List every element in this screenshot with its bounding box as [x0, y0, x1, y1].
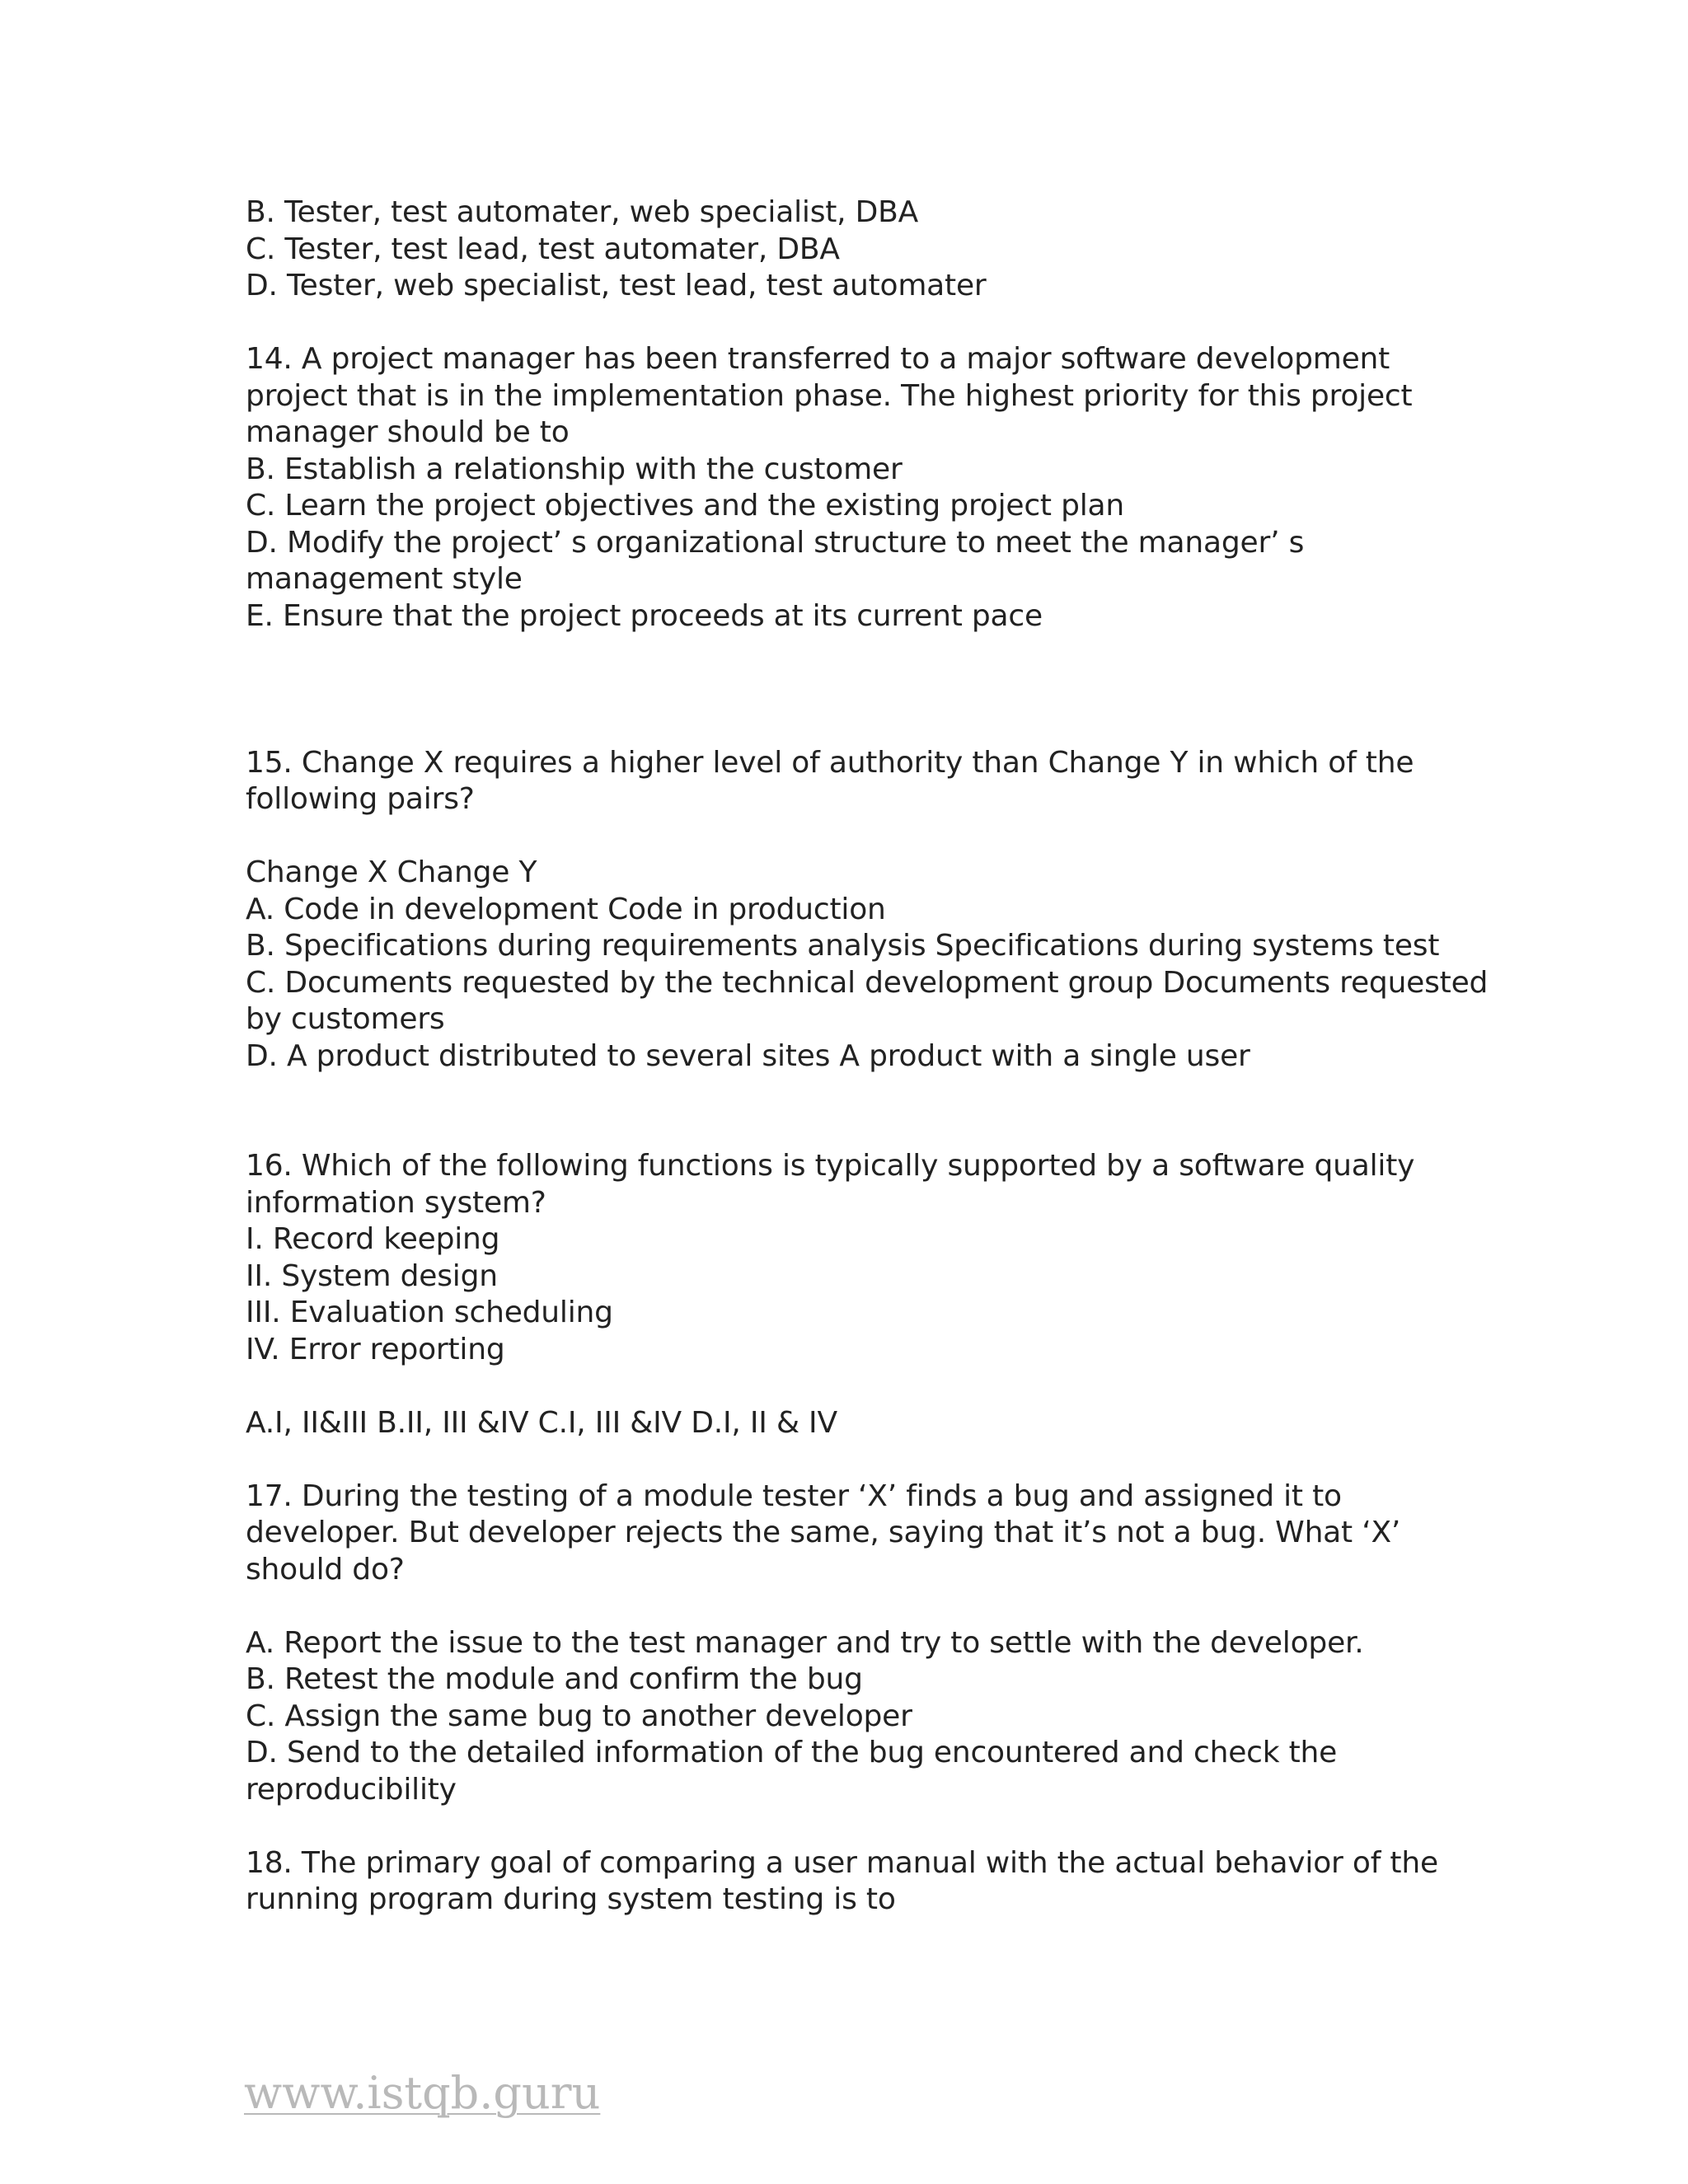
q15-stem-line: 15. Change X requires a higher level of authority than Change Y in which of the	[246, 745, 1414, 780]
q15-table-header: Change X Change Y	[246, 855, 537, 889]
question-17	[246, 1479, 1482, 1809]
q17-option-c: C. Assign the same bug to another developer	[246, 1699, 912, 1733]
spacer	[246, 818, 1482, 855]
q17-stem-line: developer. But developer rejects the same, saying that it’s not a bug. What ‘X’	[246, 1516, 1401, 1549]
q16-item-iii: III. Evaluation scheduling	[246, 1296, 613, 1329]
spacer	[246, 1441, 1482, 1479]
q13-option-d: D. Tester, web specialist, test lead, test automater	[246, 269, 987, 302]
q16-stem-line: 16. Which of the following functions is typically supported by a software quality	[246, 1149, 1415, 1183]
q15-option-a: A. Code in development Code in production	[246, 892, 886, 926]
spacer	[246, 1075, 1482, 1148]
q17-option-d-continued: reproducibility	[246, 1772, 457, 1807]
q14-stem-line: manager should be to	[246, 415, 570, 449]
q14-option-d: D. Modify the project’ s organizational structure to meet the manager’ s	[246, 525, 1305, 560]
q16-item-iv: IV. Error reporting	[246, 1332, 505, 1366]
q14-option-c: C. Learn the project objectives and the existing project plan	[246, 489, 1125, 523]
spacer	[246, 1368, 1482, 1405]
q17-option-d: D. Send to the detailed information of the bug encountered and check the	[246, 1736, 1338, 1769]
footer-website-link[interactable]: www.istqb.guru	[244, 2067, 601, 2119]
document-body	[246, 194, 1489, 1919]
question-14	[246, 341, 1482, 635]
question-18	[246, 1845, 1482, 1919]
spacer	[246, 305, 1482, 342]
q15-option-d: D. A product distributed to several sites A product with a single user	[246, 1038, 1250, 1073]
q18-stem-line: 18. The primary goal of comparing a user manual with the actual behavior of the	[246, 1845, 1438, 1880]
q17-option-a: A. Report the issue to the test manager and try to settle with the developer.	[246, 1625, 1364, 1660]
q15-option-b: B. Specifications during requirements analysis Specifications during systems test	[246, 929, 1440, 963]
q16-answer-choices: A.I, II&III B.II, III &IV C.I, III &IV D.I, II & IV	[246, 1405, 837, 1440]
q14-option-d-continued: management style	[246, 562, 523, 596]
q17-option-b: B. Retest the module and confirm the bug	[246, 1662, 863, 1696]
q16-stem-line: information system?	[246, 1185, 546, 1220]
spacer	[246, 635, 1482, 745]
q13-option-c: C. Tester, test lead, test automater, DBA	[246, 232, 840, 266]
q14-option-b: B. Establish a relationship with the customer	[246, 452, 903, 486]
spacer	[246, 1808, 1482, 1845]
q14-stem-line: 14. A project manager has been transferred to a major software development	[246, 342, 1390, 376]
q16-item-i: I. Record keeping	[246, 1222, 500, 1256]
q14-option-e: E. Ensure that the project proceeds at its current pace	[246, 598, 1043, 633]
q17-stem-line: should do?	[246, 1552, 405, 1586]
q15-option-c-continued: by customers	[246, 1002, 445, 1036]
q18-stem-line: running program during system testing is to	[246, 1882, 896, 1916]
question-15	[246, 745, 1489, 1076]
question-16	[246, 1148, 1482, 1441]
question-13-options	[246, 194, 1482, 305]
spacer	[246, 1588, 1482, 1625]
q15-option-c: C. Documents requested by the technical development group Documents requested	[246, 965, 1489, 1000]
q17-stem-line: 17. During the testing of a module tester ‘X’ finds a bug and assigned it to	[246, 1479, 1342, 1513]
q15-stem-line: following pairs?	[246, 782, 475, 816]
q16-item-ii: II. System design	[246, 1258, 498, 1293]
q13-option-b: B. Tester, test automater, web specialist, DBA	[246, 195, 919, 229]
q14-stem-line: project that is in the implementation phase. The highest priority for this project	[246, 378, 1413, 413]
